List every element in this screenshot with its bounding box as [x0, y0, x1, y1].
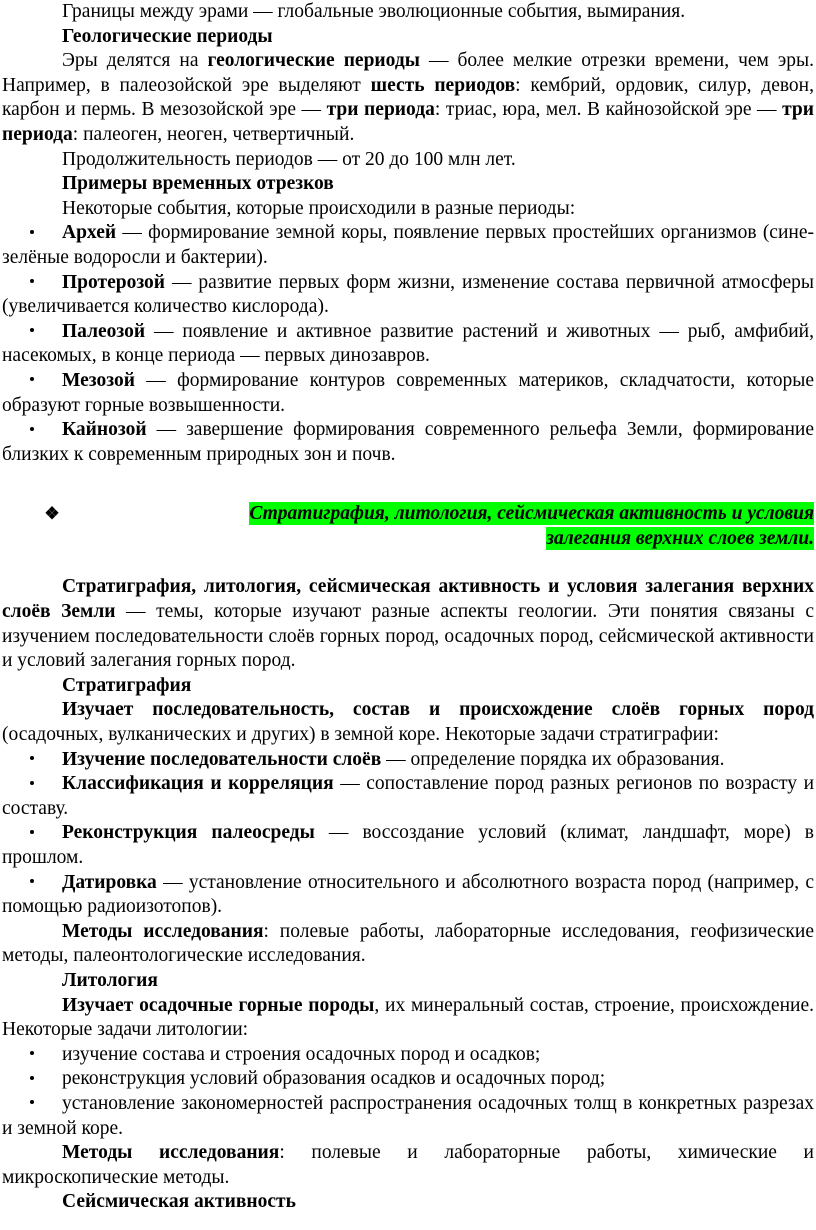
heading-stratigraphy: Стратиграфия [62, 674, 192, 696]
paragraph-events-intro: Некоторые события, которые происходили в разные периоды: [62, 197, 576, 219]
bullet-icon [2, 1092, 62, 1117]
paragraph-era-boundaries: Границы между эрами — глобальные эволюционные события, вымирания. [62, 1, 686, 22]
list-item: реконструкция условий образования осадков и осадочных пород; [2, 1067, 814, 1092]
bullet-icon [2, 748, 62, 773]
bullet-icon [2, 772, 62, 797]
list-item: Реконструкция палеосреды — воссоздание условий (климат, ландшафт, море) в прошлом. [2, 822, 815, 868]
bullet-icon [2, 821, 62, 846]
highlighted-section-heading [2, 502, 814, 551]
bullet-icon [2, 418, 62, 443]
bullet-icon [2, 1067, 62, 1092]
heading-lithology: Литология [62, 969, 158, 991]
heading-seismic-activity: Сейсмическая активность [62, 1191, 296, 1213]
list-item-paleozoic: Палеозой — появление и активное развитие растений и животных — рыб, амфибий, насекомых, в конце периода — первых динозавров. [2, 320, 814, 367]
bullet-icon [2, 320, 62, 345]
bullet-icon [2, 1043, 62, 1068]
stratigraphy-task-list [2, 748, 814, 920]
highlight-line-1: Стратиграфия, литология, сейсмическая активность и условия [249, 503, 814, 525]
paragraph-strat-methods: Методы исследования: полевые работы, лабораторные исследования, геофизические методы, палеонтологические исследования. [2, 920, 814, 967]
bullet-icon [2, 221, 62, 246]
paragraph-lith-methods: Методы исследования: полевые и лабораторные работы, химические и микроскопические методы. [2, 1142, 814, 1188]
highlight-line-2: залегания верхних слоев земли. [546, 527, 814, 549]
list-item: изучение состава и строения осадочных пород и осадков; [2, 1043, 814, 1068]
list-item: Датировка — установление относительного и абсолютного возраста пород (например, с помощью радиоизотопов). [2, 871, 814, 918]
list-item: Классификация и корреляция — сопоставление пород разных регионов по возрасту и составу. [2, 773, 815, 819]
list-item-mesozoic: Мезозой — формирование контуров современных материков, складчатости, которые образуют горные возвышенности. [2, 369, 814, 416]
era-list [2, 221, 814, 467]
paragraph-duration: Продолжительность периодов — от 20 до 100 млн лет. [62, 148, 516, 170]
paragraph-periods-intro: Эры делятся на геологические периоды — более мелкие отрезки времени, чем эры. Например, в палеозойской эре выделяют шесть периодов: кембрий, ордовик, силур, девон, карбон и пермь. В мезозойской эре — три периода: триас, юра, мел. В кайнозойской эре — три периода: палеоген, неоген, четвертичный. [2, 50, 815, 145]
list-item: Изучение последовательности слоёв — определение порядка их образования. [2, 748, 814, 773]
paragraph-lithology-def: Изучает осадочные горные породы, их минеральный состав, строение, происхождение. Некоторые задачи литологии: [2, 994, 814, 1041]
list-item: установление закономерностей распространения осадочных толщ в конкретных разрезах и земной коре. [2, 1092, 814, 1139]
diamond-bullet-icon: ❖ [44, 504, 60, 524]
list-item-cenozoic: Кайнозой — завершение формирования современного рельефа Земли, формирование близких к современным природных зон и почв. [2, 419, 814, 465]
bullet-icon [2, 369, 62, 394]
paragraph-topics-intro: Стратиграфия, литология, сейсмическая активность и условия залегания верхних слоёв Земли — темы, которые изучают разные аспекты геологии. Эти понятия связаны с изучением последовательности слоёв горных пород, осадочных пород, сейсмической активности и условий залегания горных пород. [2, 576, 814, 672]
heading-geological-periods: Геологические периоды [62, 25, 273, 47]
heading-time-examples: Примеры временных отрезков [62, 173, 334, 195]
paragraph-stratigraphy-def: Изучает последовательность, состав и происхождение слоёв горных пород (осадочных, вулканических и других) в земной коре. Некоторые задачи стратиграфии: [2, 699, 814, 746]
spacer [2, 467, 814, 491]
spacer [2, 551, 814, 575]
list-item-proterozoic: Протерозой — развитие первых форм жизни, изменение состава первичной атмосферы (увеличивается количество кислорода). [2, 271, 814, 318]
list-item-archean: Архей — формирование земной коры, появление первых простейших организмов (сине-зелёные водоросли и бактерии). [2, 222, 814, 268]
bullet-icon [2, 871, 62, 896]
bullet-icon [2, 271, 62, 296]
lithology-task-list [2, 1043, 814, 1141]
